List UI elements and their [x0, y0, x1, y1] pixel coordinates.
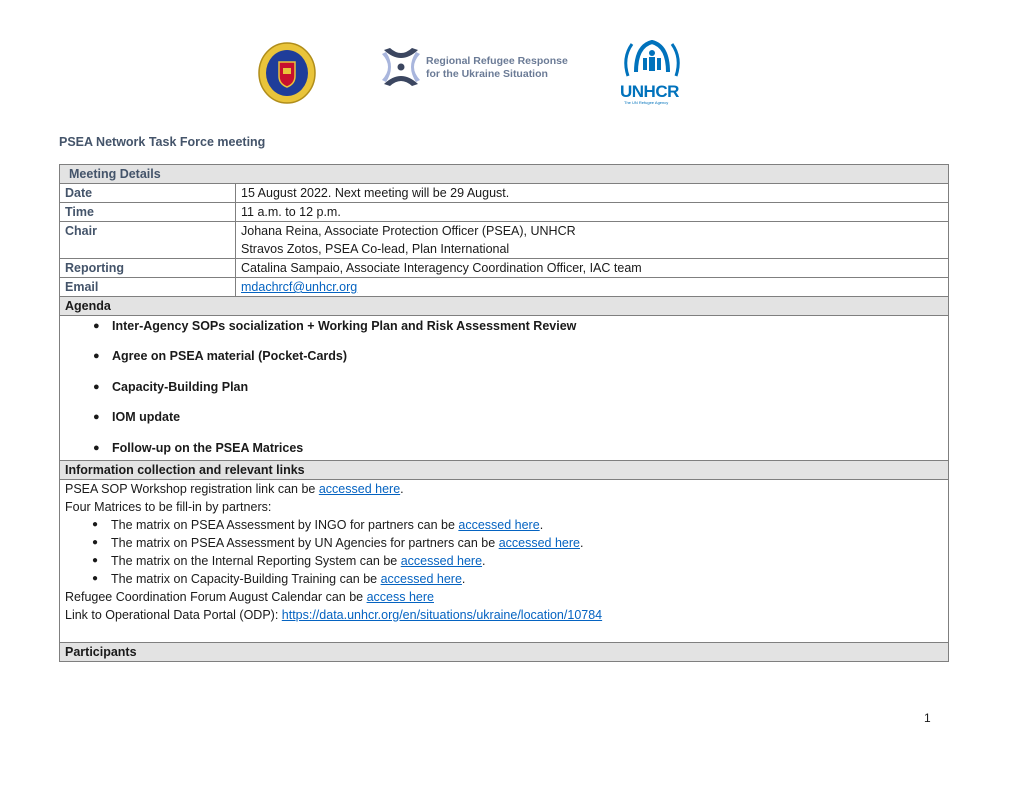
agenda-item-text: Follow-up on the PSEA Matrices — [112, 440, 304, 455]
workshop-text: PSEA SOP Workshop registration link can be — [65, 481, 319, 496]
info-header-row — [60, 460, 949, 479]
bullet-icon: ● — [92, 572, 99, 584]
agenda-item — [93, 407, 943, 437]
unhcr-tagline: The UN Refugee Agency — [624, 100, 669, 105]
table-row — [60, 222, 949, 259]
document-title: PSEA Network Task Force meeting — [59, 135, 266, 149]
date-label: Date — [60, 184, 236, 203]
unhcr-wordmark: UNHCR — [620, 82, 679, 101]
spacer — [65, 624, 943, 642]
table-row — [60, 278, 949, 297]
meeting-details-header-row — [60, 165, 949, 184]
page-number: 1 — [924, 711, 931, 725]
time-label: Time — [60, 203, 236, 222]
agenda-list — [65, 316, 943, 460]
agenda-item-text: Inter-Agency SOPs socialization + Working Plan and Risk Assessment Review — [112, 319, 577, 333]
chair-line-2: Stravos Zotos, PSEA Co-lead, Plan International — [241, 242, 510, 256]
agenda-item — [93, 438, 943, 460]
bullet-icon: ● — [93, 380, 100, 393]
table-row — [60, 259, 949, 278]
calendar-link[interactable]: access here — [366, 589, 434, 604]
bullet-icon: ● — [93, 320, 100, 332]
logo-bar — [0, 36, 1024, 108]
odp-text: Link to Operational Data Portal (ODP): — [65, 607, 282, 622]
workshop-link[interactable]: accessed here — [318, 481, 401, 496]
moldova-seal-logo — [258, 42, 316, 104]
time-value: 11 a.m. to 12 p.m. — [236, 203, 949, 222]
regional-refugee-response-logo — [380, 46, 580, 92]
matrix-text: The matrix on Capacity-Building Training can be — [111, 571, 381, 586]
info-cell — [60, 479, 949, 642]
bullet-icon: ● — [93, 350, 100, 363]
unhcr-logo — [618, 36, 686, 106]
agenda-header: Agenda — [60, 297, 949, 316]
matrix-un-agencies-link[interactable]: accessed here — [498, 535, 580, 550]
info-header: Information collection and relevant links — [60, 460, 949, 479]
calendar-line — [65, 588, 943, 606]
email-label: Email — [60, 278, 236, 297]
agenda-item-text: Capacity-Building Plan — [112, 379, 249, 394]
agenda-row — [60, 316, 949, 461]
matrix-item: ● The matrix on PSEA Assessment by INGO for partners can be accessed here. — [92, 517, 544, 532]
chair-value — [236, 222, 949, 259]
agenda-item — [93, 346, 943, 376]
agenda-header-row — [60, 297, 949, 316]
bullet-icon: ● — [92, 518, 99, 530]
matrix-item: ● The matrix on the Internal Reporting System can be accessed here. — [92, 553, 486, 568]
meeting-table — [59, 164, 949, 662]
date-value: 15 August 2022. Next meeting will be 29 August. — [236, 184, 949, 203]
rrr-line-2: for the Ukraine Situation — [426, 68, 548, 80]
matrix-text: The matrix on PSEA Assessment by UN Agencies for partners can be — [111, 535, 499, 550]
email-link[interactable]: mdachrcf@unhcr.org — [241, 280, 358, 294]
email-cell — [236, 278, 949, 297]
bullet-icon: ● — [93, 411, 100, 424]
agenda-item-text: Agree on PSEA material (Pocket-Cards) — [112, 349, 348, 364]
odp-line — [65, 606, 943, 624]
participants-header-row — [60, 642, 949, 661]
matrix-text: The matrix on the Internal Reporting System can be — [111, 553, 401, 568]
agenda-item — [93, 377, 943, 407]
matrix-item: ● The matrix on PSEA Assessment by UN Agencies for partners can be accessed here. — [92, 535, 584, 550]
meeting-details-header: Meeting Details — [60, 165, 949, 184]
matrix-item: ● The matrix on Capacity-Building Training can be accessed here. — [92, 571, 466, 586]
info-row — [60, 479, 949, 642]
matrix-reporting-link[interactable]: accessed here — [400, 553, 483, 568]
chair-label: Chair — [60, 222, 236, 259]
table-row — [60, 184, 949, 203]
reporting-value: Catalina Sampaio, Associate Interagency Coordination Officer, IAC team — [236, 259, 949, 278]
calendar-text: Refugee Coordination Forum August Calendar can be — [65, 589, 367, 604]
unhcr-emblem-icon — [618, 36, 686, 82]
matrix-text: The matrix on PSEA Assessment by INGO for partners can be — [111, 517, 459, 532]
bullet-icon: ● — [92, 536, 99, 548]
matrices-list — [65, 516, 943, 588]
chair-line-1: Johana Reina, Associate Protection Officer (PSEA), UNHCR — [241, 224, 576, 238]
agenda-item — [93, 316, 943, 346]
rrr-x-icon — [380, 46, 422, 88]
participants-header: Participants — [60, 642, 949, 661]
matrix-capacity-link[interactable]: accessed here — [380, 571, 462, 586]
agenda-item-text: IOM update — [112, 410, 181, 425]
rrr-line-1: Regional Refugee Response — [426, 55, 568, 67]
matrix-ingo-link[interactable]: accessed here — [458, 517, 540, 532]
bullet-icon: ● — [92, 554, 99, 566]
agenda-cell — [60, 316, 949, 461]
bullet-icon: ● — [93, 441, 100, 454]
workshop-line: PSEA SOP Workshop registration link can be accessed here. — [65, 481, 404, 496]
table-row — [60, 203, 949, 222]
reporting-label: Reporting — [60, 259, 236, 278]
odp-link[interactable]: https://data.unhcr.org/en/situations/ukraine/location/10784 — [281, 607, 603, 622]
matrices-intro: Four Matrices to be fill-in by partners: — [65, 499, 272, 514]
